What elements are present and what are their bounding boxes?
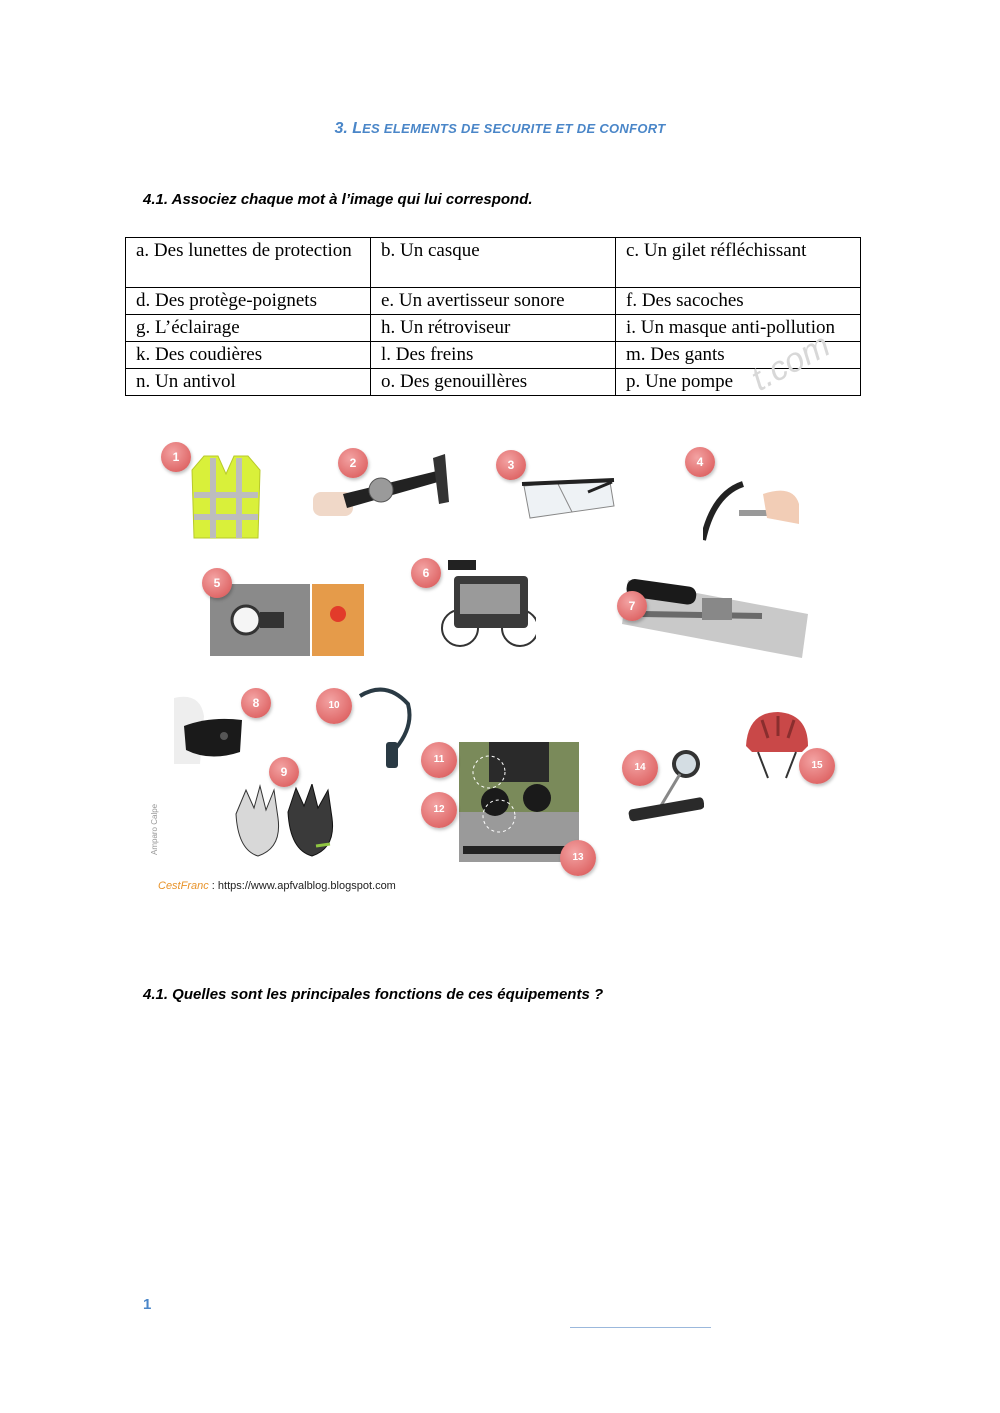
bell-image	[313, 452, 453, 524]
bags-image	[440, 558, 536, 648]
table-cell: b. Un casque	[371, 238, 616, 288]
number-badge: 9	[269, 757, 299, 787]
number-badge: 10	[316, 688, 352, 724]
table-cell: d. Des protège-poignets	[126, 288, 371, 315]
question-functions: 4.1. Quelles sont les principales fonctions de ces équipements ?	[143, 986, 604, 1003]
lock-image	[356, 686, 416, 770]
number-badge: 5	[202, 568, 232, 598]
pads-image	[459, 742, 579, 862]
number-badge: 1	[161, 442, 191, 472]
author-credit: Amparo Calpe	[150, 803, 159, 855]
pump-image	[703, 474, 799, 542]
table-cell: a. Des lunettes de protection	[126, 238, 371, 288]
table-row	[126, 288, 861, 315]
number-badge: 11	[421, 742, 457, 778]
table-cell: o. Des genouillères	[371, 369, 616, 396]
table-cell: p. Une pompe	[616, 369, 861, 396]
table-cell: k. Des coudières	[126, 342, 371, 369]
table-cell: g. L’éclairage	[126, 315, 371, 342]
source-credit	[158, 880, 396, 892]
question-match: 4.1. Associez chaque mot à l’image qui lui correspond.	[143, 191, 533, 208]
gloves-image	[232, 784, 340, 860]
lights-image	[210, 584, 364, 656]
table-cell: h. Un rétroviseur	[371, 315, 616, 342]
page-number: 1	[143, 1296, 152, 1313]
credit-url: : https://www.apfvalblog.blogspot.com	[208, 880, 396, 892]
number-badge: 8	[241, 688, 271, 718]
number-badge: 14	[622, 750, 658, 786]
number-badge: 12	[421, 792, 457, 828]
footer-line	[570, 1327, 711, 1328]
vest-image	[190, 452, 262, 540]
number-badge: 3	[496, 450, 526, 480]
table-row	[126, 238, 861, 288]
credit-brand: CestFranc	[158, 880, 209, 892]
glasses-image	[518, 472, 618, 528]
mask-image	[170, 696, 244, 764]
table-cell: f. Des sacoches	[616, 288, 861, 315]
number-badge: 13	[560, 840, 596, 876]
table-cell: e. Un avertisseur sonore	[371, 288, 616, 315]
number-badge: 15	[799, 748, 835, 784]
table-cell: c. Un gilet réfléchissant	[616, 238, 861, 288]
number-badge: 6	[411, 558, 441, 588]
table-row	[126, 315, 861, 342]
number-badge: 2	[338, 448, 368, 478]
table-cell: n. Un antivol	[126, 369, 371, 396]
number-badge: 4	[685, 447, 715, 477]
table-cell: l. Des freins	[371, 342, 616, 369]
section-title: 3. LES ELEMENTS DE SECURITE ET DE CONFORT	[334, 120, 666, 137]
brakes-image	[622, 574, 812, 658]
number-badge: 7	[617, 591, 647, 621]
table-cell: m. Des gants	[616, 342, 861, 369]
table-cell: i. Un masque anti-pollution	[616, 315, 861, 342]
watermark: t.com	[745, 325, 837, 399]
